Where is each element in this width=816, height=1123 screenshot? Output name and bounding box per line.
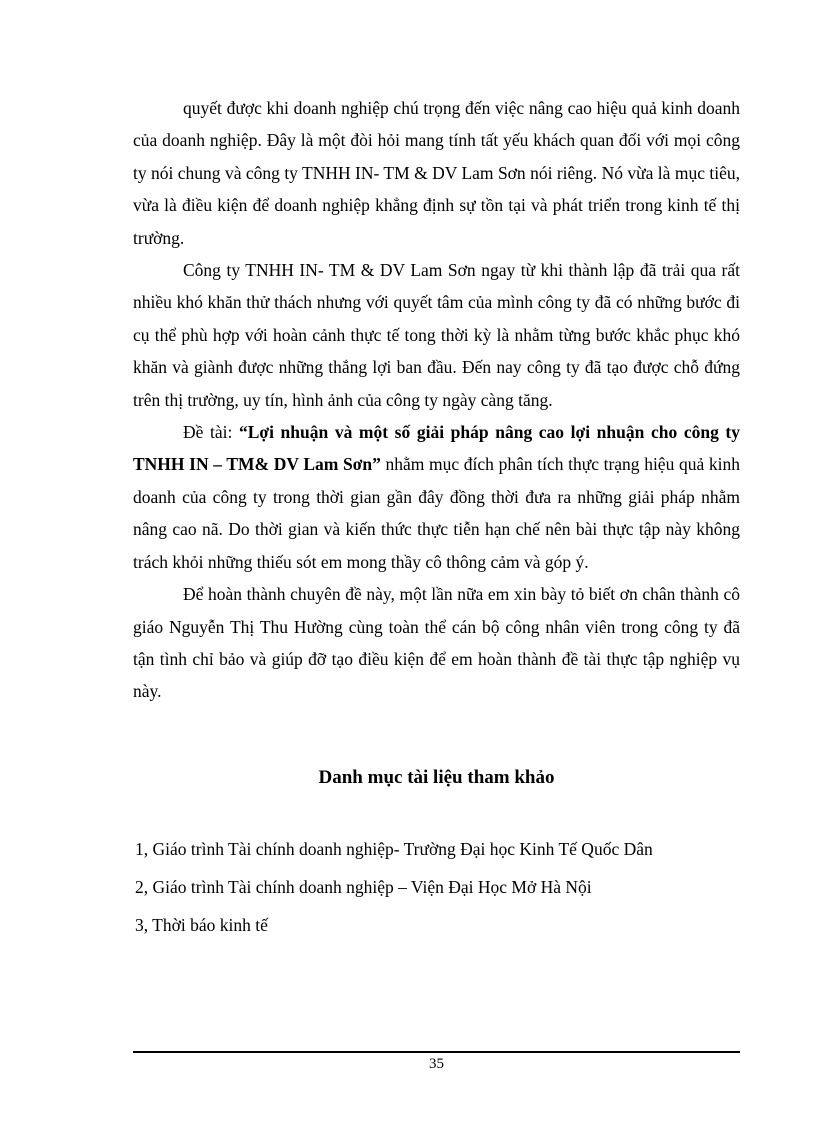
paragraph-introduction: quyết được khi doanh nghiệp chú trọng đến việc nâng cao hiệu quả kinh doanh của doanh nghiệp. Đây là một đòi hỏi mang tính tất yếu khách quan đối với mọi công ty nói chung và công ty TNHH IN- TM & DV Lam Sơn nói riêng. Nó vừa là mục tiêu, vừa là điều kiện để doanh nghiệp khẳng định sự tồn tại và phát triển trong kinh tế thị trường. — [133, 98, 740, 248]
reference-item-3: 3, Thời báo kinh tế — [135, 914, 268, 935]
topic-lead: Đề tài: — [183, 422, 239, 443]
topic-description: nhằm mục đích phân tích thực trạng hiệu quả kinh doanh của công ty trong thời gian gần đây đồng thời đưa ra những giải pháp nhằm nâng cao nã. Do thời gian và kiến thức thực tiễn hạn chế nên bài thực tập này không trách khỏi những thiếu sót em mong thầy cô thông cảm và góp ý. — [133, 454, 740, 572]
page-content — [133, 92, 740, 944]
reference-item-2: 2, Giáo trình Tài chính doanh nghiệp – Viện Đại Học Mở Hà Nội — [135, 876, 592, 897]
footer-divider — [133, 1051, 740, 1053]
references-heading: Danh mục tài liệu tham khảo — [318, 766, 555, 788]
topic-title: “Lợi nhuận và một số giải pháp nâng cao lợi nhuận cho công ty TNHH IN – TM& DV Lam Sơn” — [133, 422, 740, 475]
references-list — [133, 830, 740, 944]
reference-item-1: 1, Giáo trình Tài chính doanh nghiệp- Trường Đại học Kinh Tế Quốc Dân — [135, 838, 653, 859]
paragraph-acknowledgement: Để hoàn thành chuyên đề này, một lần nữa em xin bày tỏ biết ơn chân thành cô giáo Nguyễn Thị Thu Hường cùng toàn thể cán bộ công nhân viên trong công ty đã tận tình chỉ bảo và giúp đỡ tạo điều kiện để em hoàn thành đề tài thực tập nghiệp vụ này. — [133, 584, 740, 702]
page-number: 35 — [429, 1056, 444, 1072]
paragraph-topic — [133, 416, 740, 578]
paragraph-company-history: Công ty TNHH IN- TM & DV Lam Sơn ngay từ khi thành lập đã trải qua rất nhiều khó khăn thử thách nhưng với quyết tâm của mình công ty đã có những bước đi cụ thể phù hợp với hoàn cảnh thực tế tong thời kỳ là nhằm từng bước khắc phục khó khăn và giành được những thắng lợi ban đầu. Đến nay công ty đã tạo được chỗ đứng trên thị trường, uy tín, hình ảnh của công ty ngày càng tăng. — [133, 260, 740, 410]
